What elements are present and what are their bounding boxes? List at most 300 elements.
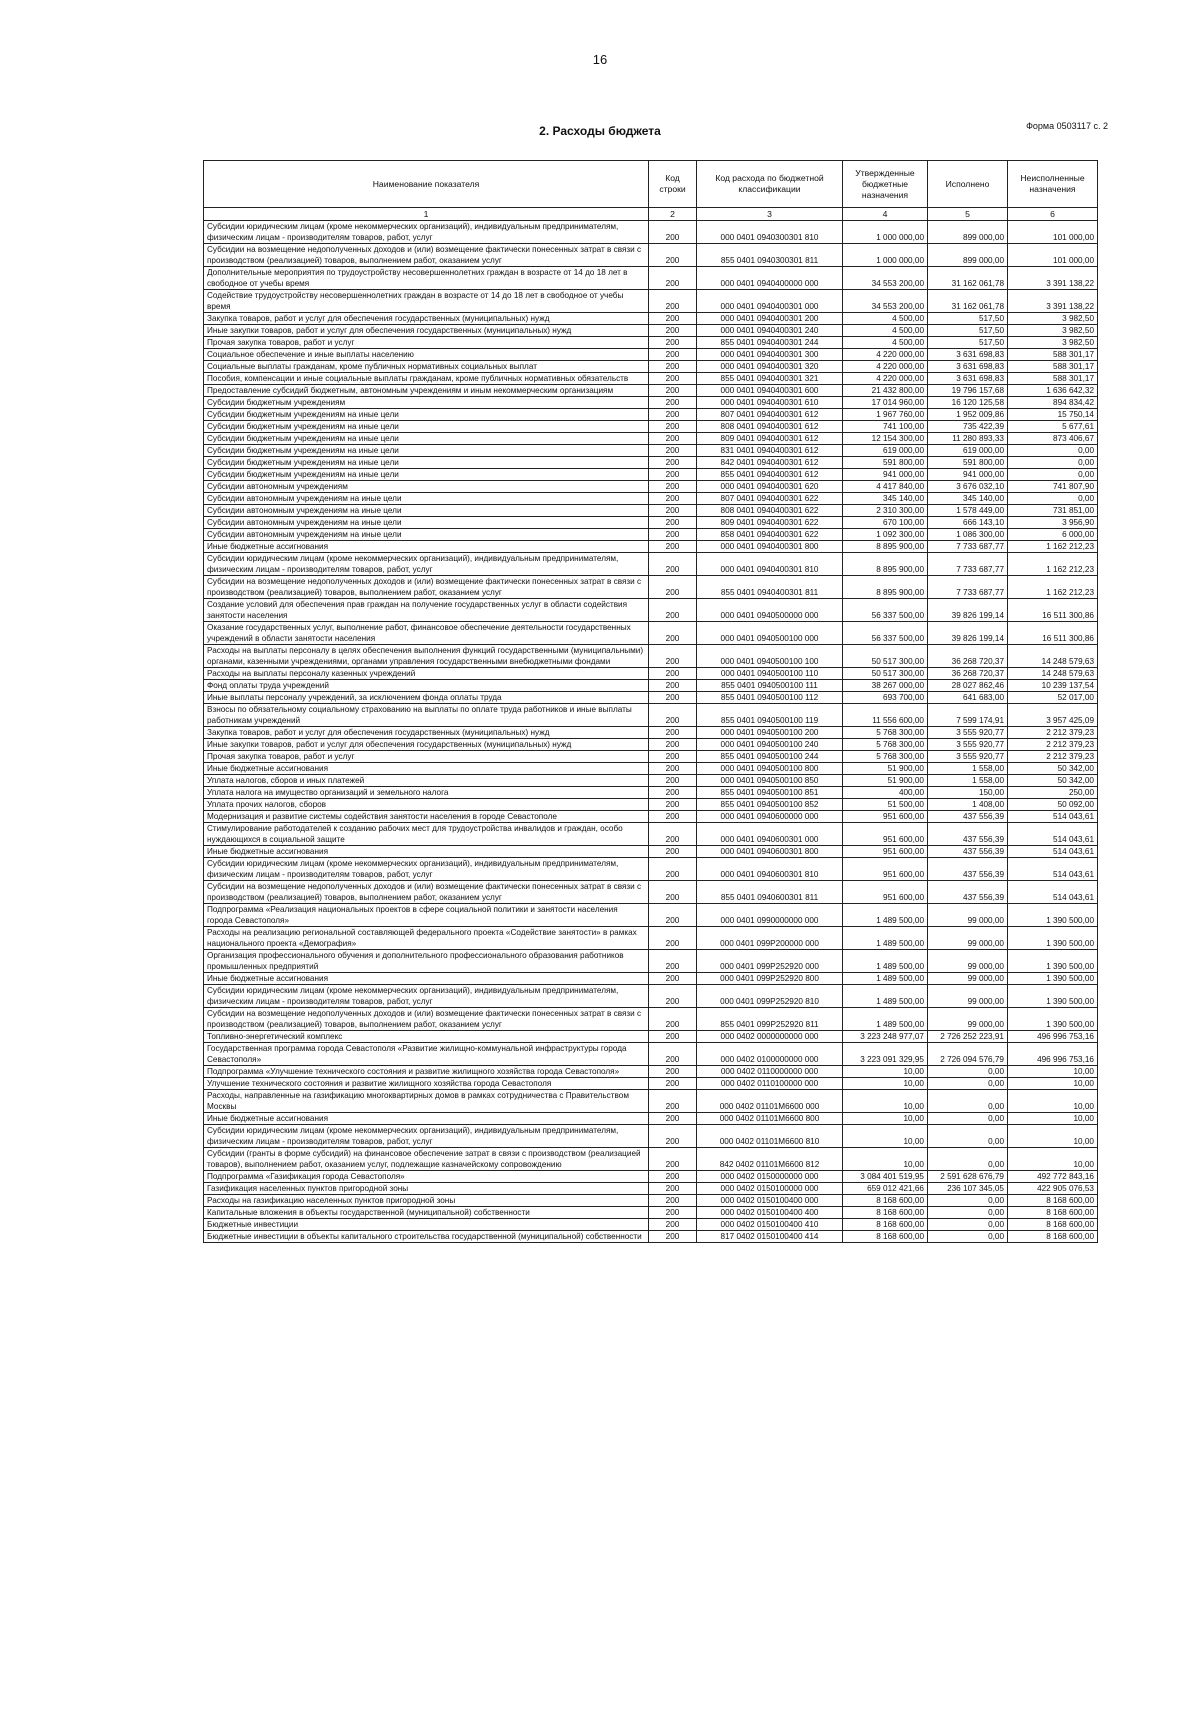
row-name: Уплата налогов, сборов и иных платежей [204, 775, 649, 787]
row-unexecuted: 3 982,50 [1008, 325, 1098, 337]
row-line-code: 200 [649, 1066, 697, 1078]
row-unexecuted: 3 391 138,22 [1008, 290, 1098, 313]
row-line-code: 200 [649, 553, 697, 576]
row-expense-code: 000 0402 0150100400 000 [697, 1195, 843, 1207]
row-executed: 0,00 [928, 1090, 1008, 1113]
row-unexecuted: 873 406,67 [1008, 433, 1098, 445]
row-approved: 8 168 600,00 [843, 1231, 928, 1243]
row-executed: 666 143,10 [928, 517, 1008, 529]
table-row [204, 1183, 1098, 1195]
row-approved: 3 223 248 977,07 [843, 1031, 928, 1043]
row-unexecuted: 50 342,00 [1008, 775, 1098, 787]
row-unexecuted: 1 390 500,00 [1008, 985, 1098, 1008]
row-unexecuted: 8 168 600,00 [1008, 1219, 1098, 1231]
row-unexecuted: 496 996 753,16 [1008, 1043, 1098, 1066]
row-line-code: 200 [649, 1231, 697, 1243]
row-approved: 38 267 000,00 [843, 680, 928, 692]
table-row [204, 927, 1098, 950]
row-name: Субсидии бюджетным учреждениям на иные цели [204, 409, 649, 421]
row-line-code: 200 [649, 823, 697, 846]
row-unexecuted: 1 636 642,32 [1008, 385, 1098, 397]
row-expense-code: 000 0401 0940600301 000 [697, 823, 843, 846]
table-row [204, 397, 1098, 409]
row-line-code: 200 [649, 680, 697, 692]
col-number-4: 4 [843, 208, 928, 221]
row-line-code: 200 [649, 622, 697, 645]
row-line-code: 200 [649, 668, 697, 680]
row-expense-code: 000 0401 0940400301 000 [697, 290, 843, 313]
row-expense-code: 855 0401 0940300301 811 [697, 244, 843, 267]
row-approved: 8 168 600,00 [843, 1219, 928, 1231]
table-row [204, 1008, 1098, 1031]
row-approved: 741 100,00 [843, 421, 928, 433]
row-expense-code: 809 0401 0940400301 612 [697, 433, 843, 445]
row-approved: 10,00 [843, 1113, 928, 1125]
row-unexecuted: 514 043,61 [1008, 858, 1098, 881]
row-name: Дополнительные мероприятия по трудоустройству несовершеннолетних граждан в возрасте от 14 до 18 лет в свободное от учебы время [204, 267, 649, 290]
row-line-code: 200 [649, 1008, 697, 1031]
row-unexecuted: 50 342,00 [1008, 763, 1098, 775]
table-row [204, 1195, 1098, 1207]
row-expense-code: 000 0401 0940500100 100 [697, 645, 843, 668]
row-executed: 11 280 893,33 [928, 433, 1008, 445]
row-name: Капитальные вложения в объекты государственной (муниципальной) собственности [204, 1207, 649, 1219]
row-approved: 50 517 300,00 [843, 645, 928, 668]
row-name: Субсидии бюджетным учреждениям на иные цели [204, 433, 649, 445]
row-approved: 56 337 500,00 [843, 599, 928, 622]
row-executed: 2 591 628 676,79 [928, 1171, 1008, 1183]
row-approved: 8 895 900,00 [843, 553, 928, 576]
row-expense-code: 000 0401 0940400301 200 [697, 313, 843, 325]
row-expense-code: 000 0402 01101M6600 810 [697, 1125, 843, 1148]
table-row [204, 727, 1098, 739]
row-line-code: 200 [649, 904, 697, 927]
table-row [204, 811, 1098, 823]
table-row [204, 622, 1098, 645]
row-executed: 236 107 345,05 [928, 1183, 1008, 1195]
table-row [204, 799, 1098, 811]
row-executed: 1 086 300,00 [928, 529, 1008, 541]
row-line-code: 200 [649, 244, 697, 267]
table-row [204, 325, 1098, 337]
table-row [204, 290, 1098, 313]
col-number-3: 3 [697, 208, 843, 221]
row-name: Прочая закупка товаров, работ и услуг [204, 751, 649, 763]
table-row [204, 763, 1098, 775]
row-name: Подпрограмма «Газификация города Севастополя» [204, 1171, 649, 1183]
row-unexecuted: 1 390 500,00 [1008, 1008, 1098, 1031]
row-executed: 1 408,00 [928, 799, 1008, 811]
row-expense-code: 855 0401 0940400301 321 [697, 373, 843, 385]
row-line-code: 200 [649, 811, 697, 823]
row-expense-code: 000 0401 0940500100 110 [697, 668, 843, 680]
table-row [204, 541, 1098, 553]
row-executed: 517,50 [928, 313, 1008, 325]
row-executed: 7 733 687,77 [928, 541, 1008, 553]
row-approved: 4 500,00 [843, 337, 928, 349]
row-line-code: 200 [649, 517, 697, 529]
table-row [204, 493, 1098, 505]
table-row [204, 481, 1098, 493]
row-name: Субсидии автономным учреждениям на иные цели [204, 493, 649, 505]
row-expense-code: 000 0401 099P252920 000 [697, 950, 843, 973]
row-unexecuted: 10,00 [1008, 1125, 1098, 1148]
row-unexecuted: 422 905 076,53 [1008, 1183, 1098, 1195]
row-executed: 3 676 032,10 [928, 481, 1008, 493]
row-expense-code: 000 0402 0150000000 000 [697, 1171, 843, 1183]
row-expense-code: 000 0401 0940500100 200 [697, 727, 843, 739]
row-line-code: 200 [649, 645, 697, 668]
row-unexecuted: 0,00 [1008, 445, 1098, 457]
row-approved: 10,00 [843, 1125, 928, 1148]
row-executed: 1 558,00 [928, 775, 1008, 787]
row-approved: 8 895 900,00 [843, 541, 928, 553]
row-expense-code: 000 0401 0940400301 300 [697, 349, 843, 361]
row-unexecuted: 1 162 212,23 [1008, 553, 1098, 576]
row-name: Организация профессионального обучения и дополнительного профессионального образования работников промышленных предприятий [204, 950, 649, 973]
row-name: Предоставление субсидий бюджетным, автономным учреждениям и иным некоммерческим организациям [204, 385, 649, 397]
table-row [204, 553, 1098, 576]
row-expense-code: 000 0401 0940400301 600 [697, 385, 843, 397]
row-expense-code: 000 0401 0940400301 620 [697, 481, 843, 493]
table-row [204, 823, 1098, 846]
row-approved: 670 100,00 [843, 517, 928, 529]
row-name: Расходы на реализацию региональной составляющей федерального проекта «Содействие занятости» в рамках национального проекта «Демография» [204, 927, 649, 950]
row-unexecuted: 2 212 379,23 [1008, 751, 1098, 763]
table-row [204, 787, 1098, 799]
page-number: 16 [592, 52, 608, 67]
row-approved: 10,00 [843, 1090, 928, 1113]
row-expense-code: 858 0401 0940400301 622 [697, 529, 843, 541]
row-executed: 735 422,39 [928, 421, 1008, 433]
row-approved: 34 553 200,00 [843, 267, 928, 290]
row-expense-code: 000 0401 0990000000 000 [697, 904, 843, 927]
row-executed: 3 555 920,77 [928, 739, 1008, 751]
row-expense-code: 000 0402 01101M6600 800 [697, 1113, 843, 1125]
row-approved: 4 220 000,00 [843, 373, 928, 385]
row-unexecuted: 16 511 300,86 [1008, 622, 1098, 645]
row-approved: 1 489 500,00 [843, 1008, 928, 1031]
row-executed: 3 631 698,83 [928, 361, 1008, 373]
row-unexecuted: 1 390 500,00 [1008, 950, 1098, 973]
table-row [204, 576, 1098, 599]
row-expense-code: 808 0401 0940400301 622 [697, 505, 843, 517]
row-executed: 7 733 687,77 [928, 576, 1008, 599]
row-name: Субсидии бюджетным учреждениям на иные цели [204, 445, 649, 457]
row-executed: 3 631 698,83 [928, 373, 1008, 385]
row-approved: 951 600,00 [843, 811, 928, 823]
table-row [204, 1207, 1098, 1219]
table-row [204, 445, 1098, 457]
row-expense-code: 855 0401 0940500100 851 [697, 787, 843, 799]
row-name: Иные выплаты персоналу учреждений, за исключением фонда оплаты труда [204, 692, 649, 704]
row-name: Оказание государственных услуг, выполнение работ, финансовое обеспечение деятельности государственных учреждений в области занятости населения [204, 622, 649, 645]
row-executed: 16 120 125,58 [928, 397, 1008, 409]
row-unexecuted: 894 834,42 [1008, 397, 1098, 409]
row-line-code: 200 [649, 349, 697, 361]
row-approved: 1 000 000,00 [843, 244, 928, 267]
row-line-code: 200 [649, 445, 697, 457]
row-executed: 31 162 061,78 [928, 290, 1008, 313]
row-name: Субсидии на возмещение недополученных доходов и (или) возмещение фактически понесенных затрат в связи с производством (реализацией) товаров, выполнением работ, оказанием услуг [204, 244, 649, 267]
row-approved: 1 092 300,00 [843, 529, 928, 541]
row-expense-code: 855 0401 0940400301 244 [697, 337, 843, 349]
row-expense-code: 809 0401 0940400301 622 [697, 517, 843, 529]
row-name: Газификация населенных пунктов пригородной зоны [204, 1183, 649, 1195]
row-name: Субсидии юридическим лицам (кроме некоммерческих организаций), индивидуальным предпринимателям, физическим лицам - производителям товаров, работ, услуг [204, 553, 649, 576]
row-executed: 1 578 449,00 [928, 505, 1008, 517]
row-unexecuted: 588 301,17 [1008, 349, 1098, 361]
row-line-code: 200 [649, 373, 697, 385]
row-approved: 50 517 300,00 [843, 668, 928, 680]
row-name: Иные бюджетные ассигнования [204, 541, 649, 553]
row-name: Уплата налога на имущество организаций и земельного налога [204, 787, 649, 799]
row-line-code: 200 [649, 751, 697, 763]
row-line-code: 200 [649, 985, 697, 1008]
row-expense-code: 000 0402 0150100400 400 [697, 1207, 843, 1219]
row-name: Прочая закупка товаров, работ и услуг [204, 337, 649, 349]
table-row [204, 1090, 1098, 1113]
row-approved: 951 600,00 [843, 858, 928, 881]
row-line-code: 200 [649, 529, 697, 541]
row-expense-code: 855 0401 0940600301 811 [697, 881, 843, 904]
row-unexecuted: 8 168 600,00 [1008, 1231, 1098, 1243]
row-approved: 4 500,00 [843, 313, 928, 325]
row-unexecuted: 514 043,61 [1008, 846, 1098, 858]
row-unexecuted: 1 162 212,23 [1008, 576, 1098, 599]
table-row [204, 1231, 1098, 1243]
row-name: Субсидии бюджетным учреждениям на иные цели [204, 469, 649, 481]
row-line-code: 200 [649, 325, 697, 337]
row-approved: 51 900,00 [843, 775, 928, 787]
table-row [204, 1219, 1098, 1231]
table-row [204, 433, 1098, 445]
table-row [204, 421, 1098, 433]
row-name: Иные бюджетные ассигнования [204, 973, 649, 985]
row-name: Бюджетные инвестиции в объекты капитального строительства государственной (муниципальной) собственности [204, 1231, 649, 1243]
table-row [204, 881, 1098, 904]
row-name: Закупка товаров, работ и услуг для обеспечения государственных (муниципальных) нужд [204, 313, 649, 325]
row-expense-code: 817 0402 0150100400 414 [697, 1231, 843, 1243]
row-executed: 517,50 [928, 325, 1008, 337]
row-name: Субсидии автономным учреждениям [204, 481, 649, 493]
row-name: Иные бюджетные ассигнования [204, 1113, 649, 1125]
row-expense-code: 000 0401 0940300301 810 [697, 221, 843, 244]
row-executed: 99 000,00 [928, 927, 1008, 950]
row-approved: 1 967 760,00 [843, 409, 928, 421]
row-name: Модернизация и развитие системы содействия занятости населения в городе Севастополе [204, 811, 649, 823]
row-line-code: 200 [649, 1125, 697, 1148]
row-approved: 1 489 500,00 [843, 950, 928, 973]
table-row [204, 505, 1098, 517]
row-expense-code: 000 0402 01101M6600 000 [697, 1090, 843, 1113]
row-name: Субсидии юридическим лицам (кроме некоммерческих организаций), индивидуальным предпринимателям, физическим лицам - производителям товаров, работ, услуг [204, 221, 649, 244]
row-line-code: 200 [649, 1078, 697, 1090]
row-executed: 36 268 720,37 [928, 668, 1008, 680]
row-name: Субсидии на возмещение недополученных доходов и (или) возмещение фактически понесенных затрат в связи с производством (реализацией) товаров, выполнением работ, оказанием услуг [204, 576, 649, 599]
col-header-name: Наименование показателя [204, 161, 649, 208]
row-approved: 1 489 500,00 [843, 973, 928, 985]
row-expense-code: 000 0401 0940600000 000 [697, 811, 843, 823]
row-approved: 951 600,00 [843, 846, 928, 858]
row-executed: 0,00 [928, 1066, 1008, 1078]
row-approved: 591 800,00 [843, 457, 928, 469]
row-executed: 941 000,00 [928, 469, 1008, 481]
row-approved: 400,00 [843, 787, 928, 799]
row-name: Иные закупки товаров, работ и услуг для обеспечения государственных (муниципальных) нужд [204, 739, 649, 751]
row-unexecuted: 8 168 600,00 [1008, 1195, 1098, 1207]
row-executed: 36 268 720,37 [928, 645, 1008, 668]
row-approved: 4 220 000,00 [843, 349, 928, 361]
row-line-code: 200 [649, 221, 697, 244]
row-name: Субсидии юридическим лицам (кроме некоммерческих организаций), индивидуальным предпринимателям, физическим лицам - производителям товаров, работ, услуг [204, 858, 649, 881]
row-executed: 2 726 094 576,79 [928, 1043, 1008, 1066]
row-executed: 1 952 009,86 [928, 409, 1008, 421]
row-name: Государственная программа города Севастополя «Развитие жилищно-коммунальной инфраструктуры города Севастополя» [204, 1043, 649, 1066]
row-executed: 3 631 698,83 [928, 349, 1008, 361]
row-unexecuted: 101 000,00 [1008, 221, 1098, 244]
table-row [204, 704, 1098, 727]
table-row [204, 1031, 1098, 1043]
row-name: Фонд оплаты труда учреждений [204, 680, 649, 692]
row-approved: 5 768 300,00 [843, 739, 928, 751]
row-executed: 345 140,00 [928, 493, 1008, 505]
row-expense-code: 000 0401 0940400301 610 [697, 397, 843, 409]
row-unexecuted: 3 956,90 [1008, 517, 1098, 529]
row-approved: 1 000 000,00 [843, 221, 928, 244]
row-expense-code: 000 0402 0150100400 410 [697, 1219, 843, 1231]
row-approved: 8 895 900,00 [843, 576, 928, 599]
row-expense-code: 855 0401 0940500100 111 [697, 680, 843, 692]
row-executed: 0,00 [928, 1219, 1008, 1231]
row-line-code: 200 [649, 704, 697, 727]
col-header-expense-code: Код расхода по бюджетной классификации [697, 161, 843, 208]
row-line-code: 200 [649, 1171, 697, 1183]
row-name: Закупка товаров, работ и услуг для обеспечения государственных (муниципальных) нужд [204, 727, 649, 739]
table-row [204, 1043, 1098, 1066]
row-expense-code: 855 0401 0940500100 852 [697, 799, 843, 811]
row-executed: 0,00 [928, 1207, 1008, 1219]
row-name: Создание условий для обеспечения прав граждан на получение государственных услуг в области содействия занятости населения [204, 599, 649, 622]
row-line-code: 200 [649, 1183, 697, 1195]
row-line-code: 200 [649, 409, 697, 421]
table-row [204, 846, 1098, 858]
row-line-code: 200 [649, 267, 697, 290]
row-expense-code: 000 0401 0940400000 000 [697, 267, 843, 290]
row-unexecuted: 3 982,50 [1008, 337, 1098, 349]
row-approved: 1 489 500,00 [843, 985, 928, 1008]
row-line-code: 200 [649, 541, 697, 553]
row-name: Субсидии на возмещение недополученных доходов и (или) возмещение фактически понесенных затрат в связи с производством (реализацией) товаров, выполнением работ, оказанием услуг [204, 1008, 649, 1031]
table-row [204, 775, 1098, 787]
row-approved: 3 084 401 519,95 [843, 1171, 928, 1183]
row-approved: 11 556 600,00 [843, 704, 928, 727]
row-approved: 3 223 091 329,95 [843, 1043, 928, 1066]
row-name: Субсидии юридическим лицам (кроме некоммерческих организаций), индивидуальным предпринимателям, физическим лицам - производителям товаров, работ, услуг [204, 985, 649, 1008]
row-expense-code: 000 0402 0100000000 000 [697, 1043, 843, 1066]
row-expense-code: 000 0401 0940400301 240 [697, 325, 843, 337]
row-line-code: 200 [649, 1148, 697, 1171]
row-executed: 99 000,00 [928, 1008, 1008, 1031]
row-approved: 51 900,00 [843, 763, 928, 775]
row-executed: 7 733 687,77 [928, 553, 1008, 576]
row-approved: 17 014 960,00 [843, 397, 928, 409]
row-line-code: 200 [649, 846, 697, 858]
row-approved: 21 432 800,00 [843, 385, 928, 397]
row-unexecuted: 3 957 425,09 [1008, 704, 1098, 727]
row-unexecuted: 10,00 [1008, 1066, 1098, 1078]
table-row [204, 858, 1098, 881]
table-row [204, 973, 1098, 985]
row-expense-code: 855 0401 0940400301 811 [697, 576, 843, 599]
row-line-code: 200 [649, 1219, 697, 1231]
table-row [204, 361, 1098, 373]
row-name: Субсидии автономным учреждениям на иные цели [204, 505, 649, 517]
row-line-code: 200 [649, 457, 697, 469]
table-row [204, 349, 1098, 361]
row-approved: 10,00 [843, 1078, 928, 1090]
row-unexecuted: 16 511 300,86 [1008, 599, 1098, 622]
row-unexecuted: 741 807,90 [1008, 481, 1098, 493]
row-executed: 7 599 174,91 [928, 704, 1008, 727]
row-unexecuted: 514 043,61 [1008, 881, 1098, 904]
row-unexecuted: 2 212 379,23 [1008, 739, 1098, 751]
row-executed: 0,00 [928, 1078, 1008, 1090]
row-approved: 4 500,00 [843, 325, 928, 337]
table-row [204, 1113, 1098, 1125]
row-expense-code: 855 0401 099P252920 811 [697, 1008, 843, 1031]
row-executed: 0,00 [928, 1231, 1008, 1243]
row-line-code: 200 [649, 313, 697, 325]
row-expense-code: 000 0402 0110000000 000 [697, 1066, 843, 1078]
row-unexecuted: 588 301,17 [1008, 373, 1098, 385]
col-header-approved: Утвержденные бюджетные назначения [843, 161, 928, 208]
row-executed: 899 000,00 [928, 221, 1008, 244]
row-executed: 0,00 [928, 1125, 1008, 1148]
row-line-code: 200 [649, 727, 697, 739]
row-expense-code: 855 0401 0940500100 112 [697, 692, 843, 704]
row-approved: 1 489 500,00 [843, 927, 928, 950]
row-unexecuted: 1 390 500,00 [1008, 973, 1098, 985]
row-name: Субсидии автономным учреждениям на иные цели [204, 529, 649, 541]
row-unexecuted: 588 301,17 [1008, 361, 1098, 373]
table-row [204, 985, 1098, 1008]
row-line-code: 200 [649, 775, 697, 787]
table-row [204, 1148, 1098, 1171]
row-line-code: 200 [649, 505, 697, 517]
row-unexecuted: 3 391 138,22 [1008, 267, 1098, 290]
row-line-code: 200 [649, 337, 697, 349]
col-number-6: 6 [1008, 208, 1098, 221]
row-line-code: 200 [649, 763, 697, 775]
row-executed: 0,00 [928, 1113, 1008, 1125]
row-name: Уплата прочих налогов, сборов [204, 799, 649, 811]
row-line-code: 200 [649, 799, 697, 811]
col-header-executed: Исполнено [928, 161, 1008, 208]
row-expense-code: 807 0401 0940400301 622 [697, 493, 843, 505]
row-line-code: 200 [649, 787, 697, 799]
table-row [204, 267, 1098, 290]
row-executed: 99 000,00 [928, 950, 1008, 973]
row-executed: 31 162 061,78 [928, 267, 1008, 290]
row-executed: 1 558,00 [928, 763, 1008, 775]
row-executed: 437 556,39 [928, 858, 1008, 881]
row-line-code: 200 [649, 858, 697, 881]
row-executed: 899 000,00 [928, 244, 1008, 267]
row-unexecuted: 6 000,00 [1008, 529, 1098, 541]
table-body [204, 221, 1098, 1243]
table-row [204, 645, 1098, 668]
